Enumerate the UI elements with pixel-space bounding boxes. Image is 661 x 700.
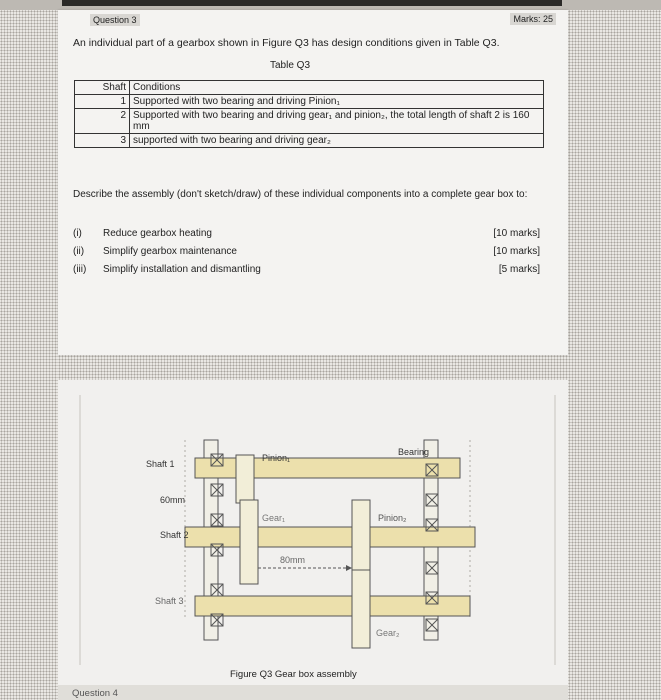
table-header-conditions: Conditions xyxy=(130,81,544,95)
list-item-text: Simplify installation and dismantling xyxy=(103,264,261,275)
label-60mm: 60mm xyxy=(160,495,186,505)
table-title: Table Q3 xyxy=(270,60,311,71)
list-item-text: Simplify gearbox maintenance xyxy=(103,246,237,257)
gear-blocks xyxy=(236,455,370,648)
label-shaft-3: Shaft 3 xyxy=(155,596,184,606)
table-cell-condition: Supported with two bearing and driving gear₁ and pinion₂, the total length of shaft 2 is 160 mm xyxy=(130,109,544,134)
gear-1-block xyxy=(240,500,258,584)
shaft-2 xyxy=(185,527,475,547)
label-80mm: 80mm xyxy=(280,555,306,565)
shaft-1 xyxy=(195,458,460,478)
list-item-marks: [5 marks] xyxy=(498,264,540,275)
pinion-1-block xyxy=(236,455,254,503)
next-question-label: Question 4 xyxy=(72,688,118,699)
list-item-number: (iii) xyxy=(73,264,87,275)
label-pinion-2: Pinion₂ xyxy=(378,513,407,523)
list-item-marks: [10 marks] xyxy=(493,246,540,257)
question-description: Describe the assembly (don't sketch/draw) of these individual components into a complete gear box to: xyxy=(73,189,528,200)
question-marks: Marks: 25 xyxy=(510,13,556,25)
table-cell-shaft: 1 xyxy=(75,95,130,109)
label-shaft-1: Shaft 1 xyxy=(146,459,175,469)
label-gear-1: Gear₁ xyxy=(262,513,286,523)
pinion-2-block xyxy=(352,500,370,570)
list-item-number: (i) xyxy=(73,228,82,239)
table-cell-shaft: 3 xyxy=(75,134,130,148)
figure-caption: Figure Q3 Gear box assembly xyxy=(230,669,357,680)
table-header-shaft: Shaft xyxy=(75,81,130,95)
list-item-marks: [10 marks] xyxy=(493,228,540,239)
label-bearing: Bearing xyxy=(398,447,430,457)
label-gear-2: Gear₂ xyxy=(376,628,400,638)
list-item-number: (ii) xyxy=(73,246,85,257)
table-cell-condition: supported with two bearing and driving gear₂ xyxy=(130,134,544,148)
gear-2-block xyxy=(352,570,370,648)
table-cell-condition: Supported with two bearing and driving Pinion₁ xyxy=(130,95,544,109)
shaft-3 xyxy=(195,596,470,616)
dimension-80mm xyxy=(258,565,352,571)
list-item-text: Reduce gearbox heating xyxy=(103,228,212,239)
question-label: Question 3 xyxy=(90,14,140,26)
question-intro: An individual part of a gearbox shown in Figure Q3 has design conditions given in Table Q3. xyxy=(73,37,500,49)
label-pinion-1: Pinion₁ xyxy=(262,453,291,463)
label-shaft-2: Shaft 2 xyxy=(160,530,189,540)
table-cell-shaft: 2 xyxy=(75,109,130,134)
